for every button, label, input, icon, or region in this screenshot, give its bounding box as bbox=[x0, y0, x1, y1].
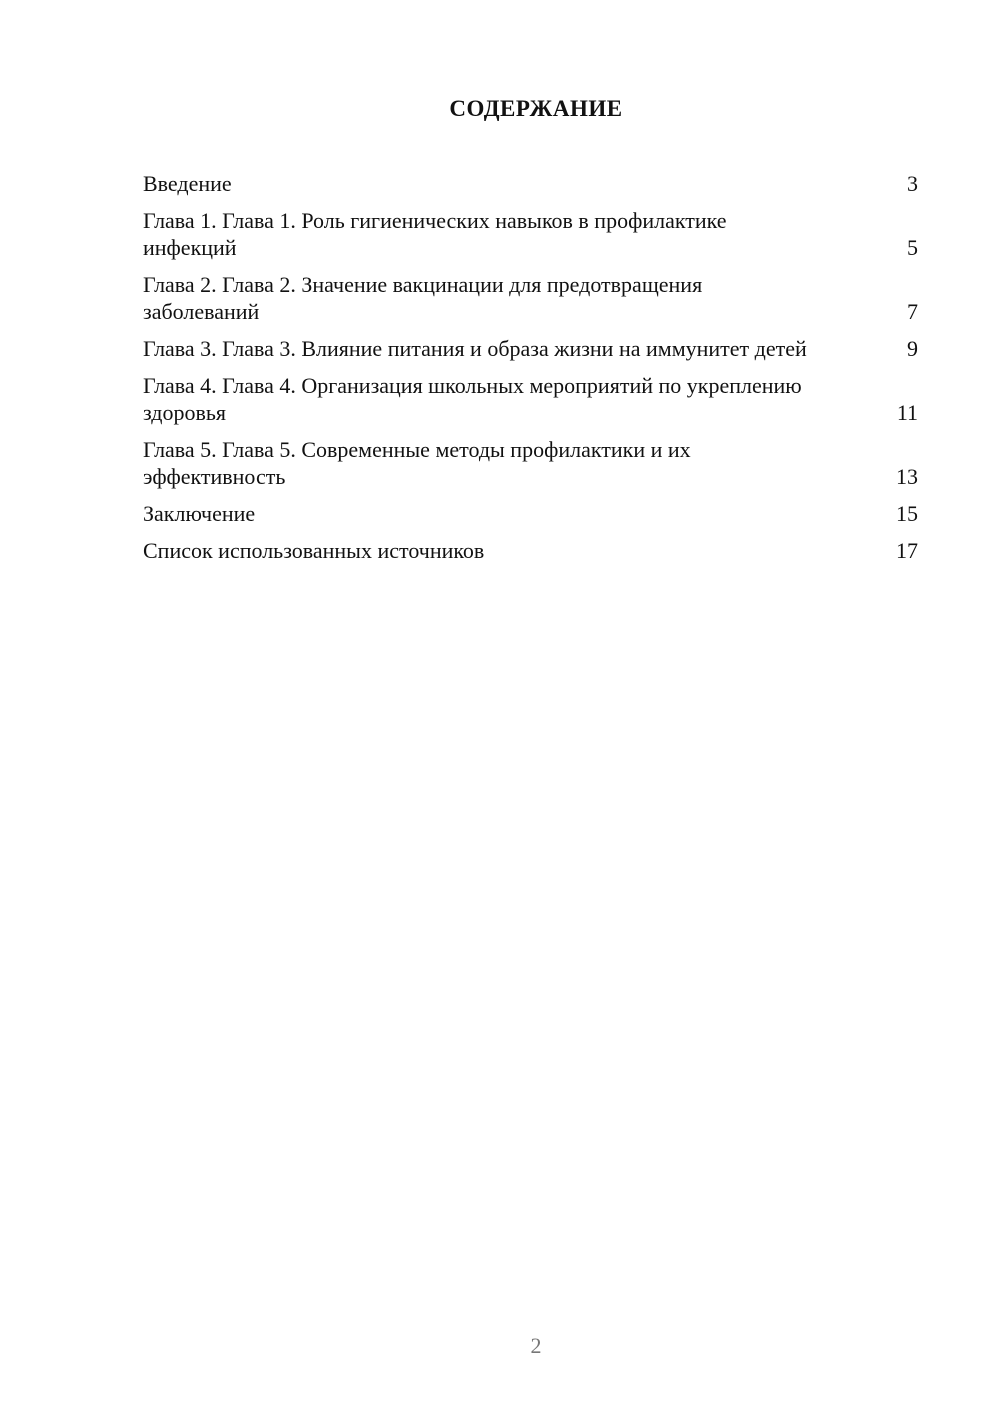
toc-entry-chapter-2[interactable] bbox=[143, 271, 918, 325]
toc-entry-page: 3 bbox=[907, 171, 918, 196]
toc-title: СОДЕРЖАНИЕ bbox=[449, 96, 623, 121]
toc-entry-text: Глава 2. Глава 2. Значение вакцинации для предотвращения заболеваний bbox=[143, 272, 703, 324]
toc-entry-text: Глава 3. Глава 3. Влияние питания и образа жизни на иммунитет детей bbox=[143, 336, 807, 361]
toc-entry-text: Введение bbox=[143, 171, 232, 196]
toc-entry-page: 15 bbox=[896, 501, 918, 526]
toc-entry-text: Глава 1. Глава 1. Роль гигиенических навыков в профилактике инфекций bbox=[143, 208, 727, 260]
toc-entry-conclusion[interactable] bbox=[143, 500, 918, 527]
toc-entry-text: Заключение bbox=[143, 501, 256, 526]
toc-entry-text: Глава 4. Глава 4. Организация школьных мероприятий по укреплению здоровья bbox=[143, 373, 802, 425]
toc-entry-introduction[interactable] bbox=[143, 170, 918, 197]
table-of-contents bbox=[143, 170, 918, 574]
page-number: 2 bbox=[530, 1333, 542, 1358]
toc-entry-page: 11 bbox=[896, 400, 918, 425]
toc-entry-references[interactable] bbox=[143, 537, 918, 564]
toc-entry-page: 13 bbox=[896, 464, 918, 489]
toc-entry-text: Глава 5. Глава 5. Современные методы профилактики и их эффективность bbox=[143, 437, 691, 489]
toc-entry-page: 17 bbox=[896, 538, 918, 563]
toc-entry-chapter-5[interactable] bbox=[143, 436, 918, 490]
toc-entry-chapter-4[interactable] bbox=[143, 372, 918, 426]
toc-entry-page: 9 bbox=[907, 336, 918, 361]
toc-entry-chapter-1[interactable] bbox=[143, 207, 918, 261]
toc-entry-page: 5 bbox=[907, 235, 918, 260]
toc-entry-chapter-3[interactable] bbox=[143, 335, 918, 362]
toc-entry-page: 7 bbox=[907, 299, 918, 324]
toc-entry-text: Список использованных источников bbox=[143, 538, 485, 563]
